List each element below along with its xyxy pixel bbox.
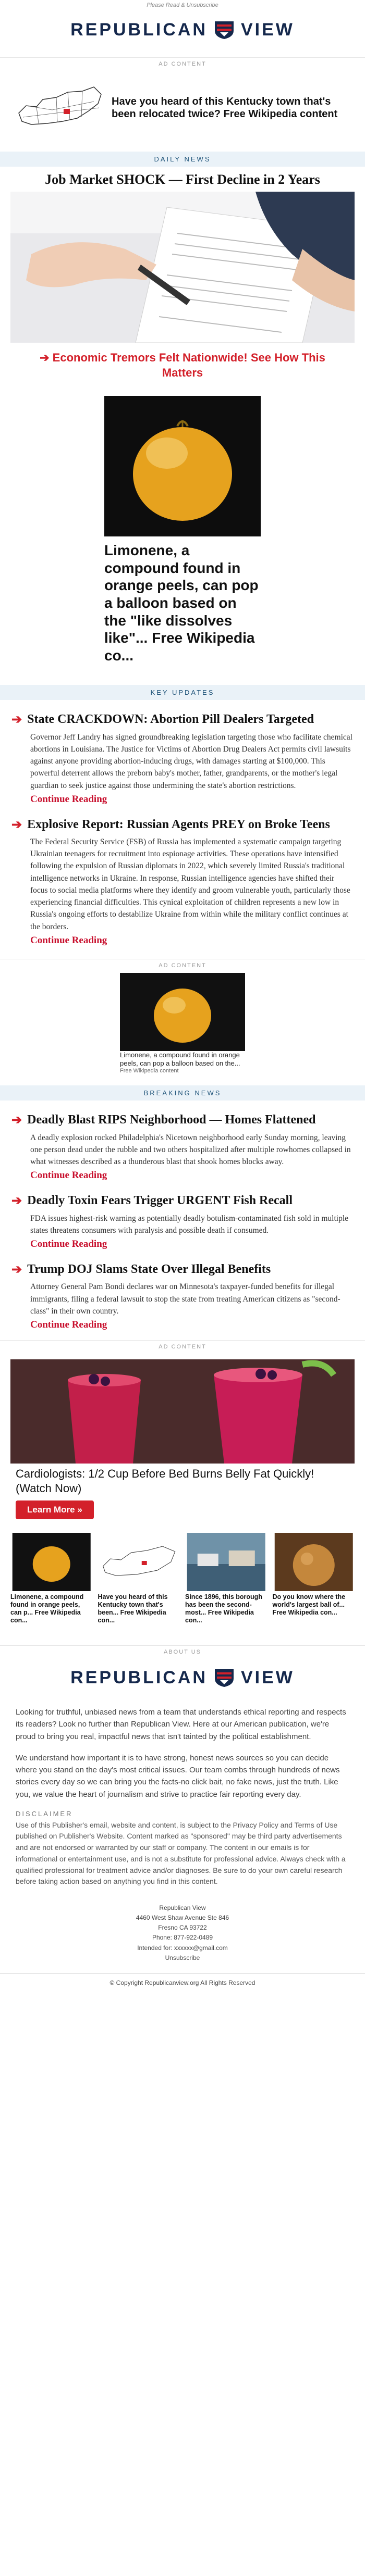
arrow-icon: ➔ bbox=[11, 817, 22, 832]
grid-card-text: Limonene, a compound found in orange peels, can p... Free Wikipedia con... bbox=[10, 1593, 84, 1624]
story-title[interactable]: State CRACKDOWN: Abortion Pill Dealers Targeted bbox=[27, 712, 314, 727]
arrow-icon: ➔ bbox=[11, 1194, 22, 1208]
footer-city: Fresno CA 93722 bbox=[158, 1924, 207, 1932]
grid-card[interactable] bbox=[185, 1533, 267, 1624]
story-title[interactable]: Explosive Report: Russian Agents PREY on Broke Teens bbox=[27, 817, 330, 831]
grid-card-text: Have you heard of this Kentucky town that's been... Free Wikipedia con... bbox=[98, 1593, 168, 1624]
key-updates-label: KEY UPDATES bbox=[0, 685, 365, 700]
daily-cta-link[interactable]: ➔ Economic Tremors Felt Nationwide! See How This Matters bbox=[40, 351, 325, 379]
disclaimer-text: Use of this Publisher's email, website and content, is subject to the Privacy Policy and Terms of Use published on Publisher's Website. Content marked as "sponsored" may be third party advertisements and are not endorsed or warranted by our staff or company. The content in our emails is for informational or entertainment use, and is not a substitute for professional advice. Always check with a qualified professional for treatment advice and/or diagnoses. Be sure to do your own careful research before taking action based on anything you find in this content. bbox=[16, 1820, 346, 1886]
learn-more-button[interactable]: Learn More » bbox=[16, 1500, 94, 1519]
ad-content-label: AD CONTENT bbox=[0, 959, 365, 969]
about-paragraph-1: Looking for truthful, unbiased news from a team that understands ethical reporting and respects its readers? Look no further than Republican View. Here at our American publication, we're proud to bring you real, impactful news that isn't tainted by the political establishment. bbox=[16, 1708, 346, 1741]
logo-left: REPUBLICAN bbox=[70, 1667, 208, 1687]
harbor-thumb bbox=[185, 1533, 267, 1591]
footer-intended: Intended for: xxxxxx@gmail.com bbox=[137, 1944, 228, 1952]
story-body: Attorney General Pam Bondi declares war on Minnesota's taxpayer-funded benefits for illegal immigrants, filing a federal lawsuit to stop the state from treating American citizens as "second-class" in their own country. bbox=[30, 1282, 340, 1316]
story-body: Governor Jeff Landry has signed groundbreaking legislation targeting those who facilitate chemical abortions in Louisiana. The Justice for Victims of Abortion Drug Dealers Act permits civil lawsuits against anyone providing abortion-inducing drugs, with damages starting at $100,000. This powerful deterrent allows the preborn baby's mother, father, grandparents, or the mother's legal guardian to seek justice against those undermining the state's abortion restrictions. bbox=[30, 732, 352, 790]
mini-ad-source: Free Wikipedia content bbox=[120, 1068, 179, 1074]
sponsored-grid bbox=[0, 1521, 365, 1624]
about-us-label: ABOUT US bbox=[0, 1645, 365, 1655]
story-doj bbox=[0, 1261, 365, 1331]
continue-reading-link[interactable]: Continue Reading bbox=[30, 1170, 107, 1181]
continue-reading-link[interactable]: Continue Reading bbox=[30, 934, 107, 946]
drinks-ad[interactable] bbox=[10, 1359, 355, 1521]
ad-content-label: AD CONTENT bbox=[0, 1340, 365, 1350]
arrow-icon: ➔ bbox=[11, 712, 22, 727]
masthead-logo[interactable] bbox=[0, 11, 365, 48]
daily-news-label: DAILY NEWS bbox=[0, 152, 365, 167]
footer-address bbox=[0, 1903, 365, 1963]
copyright-text: © Copyright Republicanview.org All Rights Reserved bbox=[0, 1973, 365, 1986]
drinks-photo bbox=[10, 1359, 355, 1464]
logo-left: REPUBLICAN bbox=[70, 19, 208, 40]
kentucky-map-icon bbox=[16, 77, 104, 139]
continue-reading-link[interactable]: Continue Reading bbox=[30, 1239, 107, 1250]
flag-shield-icon bbox=[213, 1667, 236, 1688]
preheader-text: Please Read & Unsubscribe bbox=[147, 2, 218, 8]
flag-shield-icon bbox=[213, 19, 236, 40]
ball-thumb bbox=[273, 1533, 355, 1591]
grid-card[interactable] bbox=[10, 1533, 93, 1624]
drinks-ad-caption: Cardiologists: 1/2 Cup Before Bed Burns Belly Fat Quickly!(Watch Now) bbox=[16, 1467, 314, 1495]
story-body: A deadly explosion rocked Philadelphia's Nicetown neighborhood early Sunday morning, leaving one person dead under the rubble and two others hospitalized after multiple rowhomes collapsed in what witnesses described as a thunderous blast that shook homes blocks away. bbox=[30, 1133, 351, 1167]
story-body: The Federal Security Service (FSB) of Russia has implemented a systematic campaign targeting Ukrainian teenagers for recruitment into espionage activities. These operations have intensified following the expulsion of Russian diplomats in 2022, which severely limited Russia's traditional intelligence networks in Ukraine. In response, Russian intelligence agencies have shifted their focus to social media platforms where they identify and groom vulnerable youth, particularly those experiencing financial difficulties. This cynical exploitation of children represents a new low in Russia's ongoing efforts to destabilize Ukraine from within while the military conflict continues at the borders. bbox=[30, 837, 350, 931]
footer-phone: Phone: 877-922-0489 bbox=[152, 1934, 213, 1942]
story-body: FDA issues highest-risk warning as potentially deadly botulism-contaminated fish sold in multiple states threatens consumers with paralysis and possible death if consumed. bbox=[30, 1214, 349, 1235]
limonene-ad[interactable] bbox=[104, 396, 261, 664]
ad-content-label: AD CONTENT bbox=[0, 57, 365, 67]
balloon-photo bbox=[120, 973, 245, 1051]
story-title[interactable]: Deadly Toxin Fears Trigger URGENT Fish Recall bbox=[27, 1194, 293, 1208]
logo-right: VIEW bbox=[241, 1667, 295, 1687]
grid-card[interactable] bbox=[98, 1533, 180, 1624]
balloon-thumb bbox=[10, 1533, 93, 1591]
map-thumb bbox=[98, 1533, 180, 1591]
kentucky-ad[interactable] bbox=[0, 71, 365, 144]
story-russia bbox=[0, 817, 365, 946]
story-title[interactable]: Trump DOJ Slams State Over Illegal Benefits bbox=[27, 1262, 271, 1277]
logo-right: VIEW bbox=[241, 19, 295, 40]
continue-reading-link[interactable]: Continue Reading bbox=[30, 1319, 107, 1331]
disclaimer-title: DISCLAIMER bbox=[16, 1809, 73, 1818]
footer-name: Republican View bbox=[159, 1904, 206, 1911]
story-blast bbox=[0, 1112, 365, 1181]
grid-card[interactable] bbox=[273, 1533, 355, 1624]
ad-text: Have you heard of this Kentucky town that's been relocated twice? Free Wikipedia content bbox=[112, 96, 338, 120]
unsubscribe-link[interactable]: Unsubscribe bbox=[165, 1954, 200, 1961]
job-form-photo[interactable] bbox=[10, 192, 355, 343]
about-paragraph-2: We understand how important it is to have strong, honest news sources so you can decide where you stand on the day's most critical issues. Our team combs through hundreds of news stories every day so we can bring you the facts-no click bait, no fake news, just the truth. Like you, we value the heart of journalism and strive to practice fair reporting every day. bbox=[16, 1753, 340, 1799]
story-fish bbox=[0, 1193, 365, 1250]
story-title[interactable]: Deadly Blast RIPS Neighborhood — Homes Flattened bbox=[27, 1113, 316, 1127]
story-abortion bbox=[0, 711, 365, 805]
limonene-ad-caption: Limonene, a compound found in orange peels, can pop a balloon based on the "like dissolves like"... Free Wikipedia co... bbox=[104, 542, 259, 664]
daily-headline[interactable]: Job Market SHOCK — First Decline in 2 Years bbox=[45, 172, 320, 187]
arrow-icon: ➔ bbox=[11, 1262, 22, 1277]
balloon-photo bbox=[104, 396, 261, 536]
grid-card-text: Do you know where the world's largest ball of... Free Wikipedia con... bbox=[272, 1593, 346, 1617]
footer-street: 4460 West Shaw Avenue Ste 846 bbox=[136, 1914, 229, 1922]
footer-logo[interactable] bbox=[0, 1659, 365, 1696]
limonene-mini-ad[interactable] bbox=[120, 973, 245, 1074]
breaking-news-label: BREAKING NEWS bbox=[0, 1085, 365, 1101]
continue-reading-link[interactable]: Continue Reading bbox=[30, 793, 107, 805]
grid-card-text: Since 1896, this borough has been the second-most... Free Wikipedia con... bbox=[185, 1593, 262, 1624]
arrow-icon: ➔ bbox=[11, 1113, 22, 1128]
mini-ad-caption: Limonene, a compound found in orange peels, can pop a balloon based on the... bbox=[120, 1051, 240, 1068]
